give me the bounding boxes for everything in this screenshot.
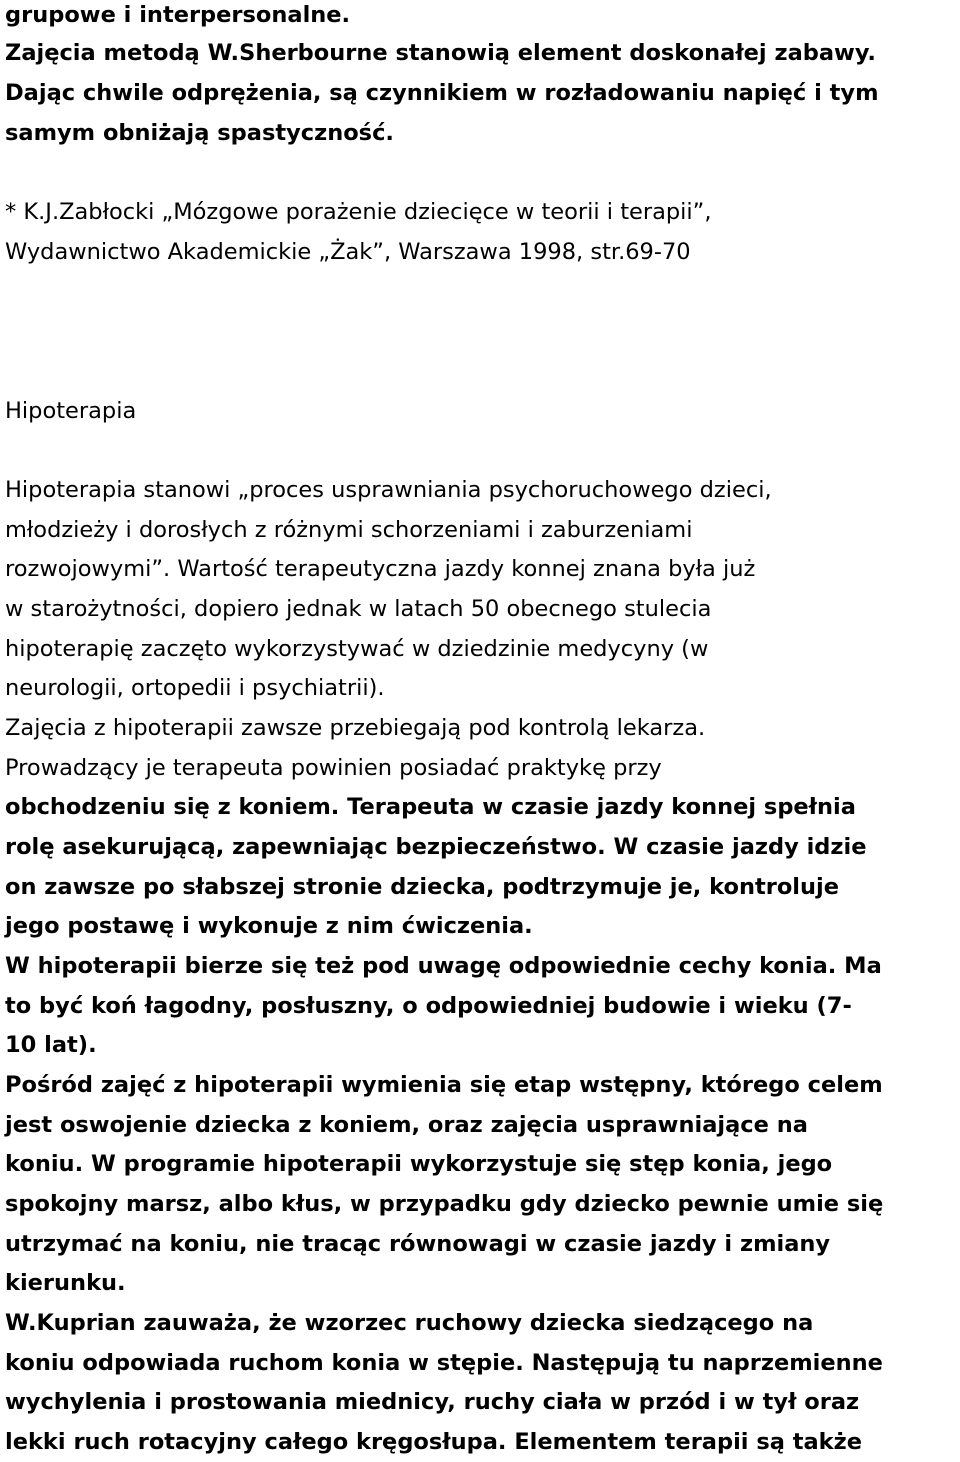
body-line: jest oswojenie dziecka z koniem, oraz zajęcia usprawniające na [5, 1112, 808, 1138]
paragraph-line: Dając chwile odprężenia, są czynnikiem w rozładowaniu napięć i tym [5, 80, 879, 106]
body-line: lekki ruch rotacyjny całego kręgosłupa. Elementem terapii są także [5, 1429, 862, 1455]
footnote-line: * K.J.Zabłocki „Mózgowe porażenie dziecięce w teorii i terapii”, [5, 199, 712, 225]
body-line: Prowadzący je terapeuta powinien posiadać praktykę przy [5, 755, 662, 781]
body-line: w starożytności, dopiero jednak w latach 50 obecnego stulecia [5, 596, 712, 622]
body-line: kierunku. [5, 1270, 126, 1296]
section-heading: Hipoterapia [5, 398, 137, 424]
body-line: obchodzeniu się z koniem. Terapeuta w czasie jazdy konnej spełnia [5, 794, 856, 820]
paragraph-line: samym obniżają spastyczność. [5, 120, 394, 146]
body-line: neurologii, ortopedii i psychiatrii). [5, 675, 385, 701]
body-line: on zawsze po słabszej stronie dziecka, podtrzymuje je, kontroluje [5, 874, 839, 900]
footnote-line: Wydawnictwo Akademickie „Żak”, Warszawa 1998, str.69-70 [5, 239, 691, 265]
body-line: Zajęcia z hipoterapii zawsze przebiegają pod kontrolą lekarza. [5, 715, 706, 741]
body-line: jego postawę i wykonuje z nim ćwiczenia. [5, 913, 533, 939]
body-line: młodzieży i dorosłych z różnymi schorzeniami i zaburzeniami [5, 517, 693, 543]
body-line: to być koń łagodny, posłuszny, o odpowiedniej budowie i wieku (7- [5, 993, 852, 1019]
body-line: 10 lat). [5, 1032, 97, 1058]
paragraph-line: grupowe i interpersonalne. [5, 2, 351, 28]
body-line: W.Kuprian zauważa, że wzorzec ruchowy dziecka siedzącego na [5, 1310, 814, 1336]
body-line: rozwojowymi”. Wartość terapeutyczna jazdy konnej znana była już [5, 556, 756, 582]
paragraph-line: Zajęcia metodą W.Sherbourne stanowią element doskonałej zabawy. [5, 40, 876, 66]
body-line: W hipoterapii bierze się też pod uwagę odpowiednie cechy konia. Ma [5, 953, 882, 979]
body-line: utrzymać na koniu, nie tracąc równowagi w czasie jazdy i zmiany [5, 1231, 831, 1257]
body-line: Pośród zajęć z hipoterapii wymienia się etap wstępny, którego celem [5, 1072, 883, 1098]
body-line: spokojny marsz, albo kłus, w przypadku gdy dziecko pewnie umie się [5, 1191, 884, 1217]
body-line: koniu odpowiada ruchom konia w stępie. Następują tu naprzemienne [5, 1350, 883, 1376]
body-line: wychylenia i prostowania miednicy, ruchy ciała w przód i w tył oraz [5, 1389, 860, 1415]
body-line: koniu. W programie hipoterapii wykorzystuje się stęp konia, jego [5, 1151, 833, 1177]
body-line: hipoterapię zaczęto wykorzystywać w dziedzinie medycyny (w [5, 636, 709, 662]
body-line: rolę asekurującą, zapewniając bezpieczeństwo. W czasie jazdy idzie [5, 834, 867, 860]
body-line: Hipoterapia stanowi „proces usprawniania psychoruchowego dzieci, [5, 477, 772, 503]
